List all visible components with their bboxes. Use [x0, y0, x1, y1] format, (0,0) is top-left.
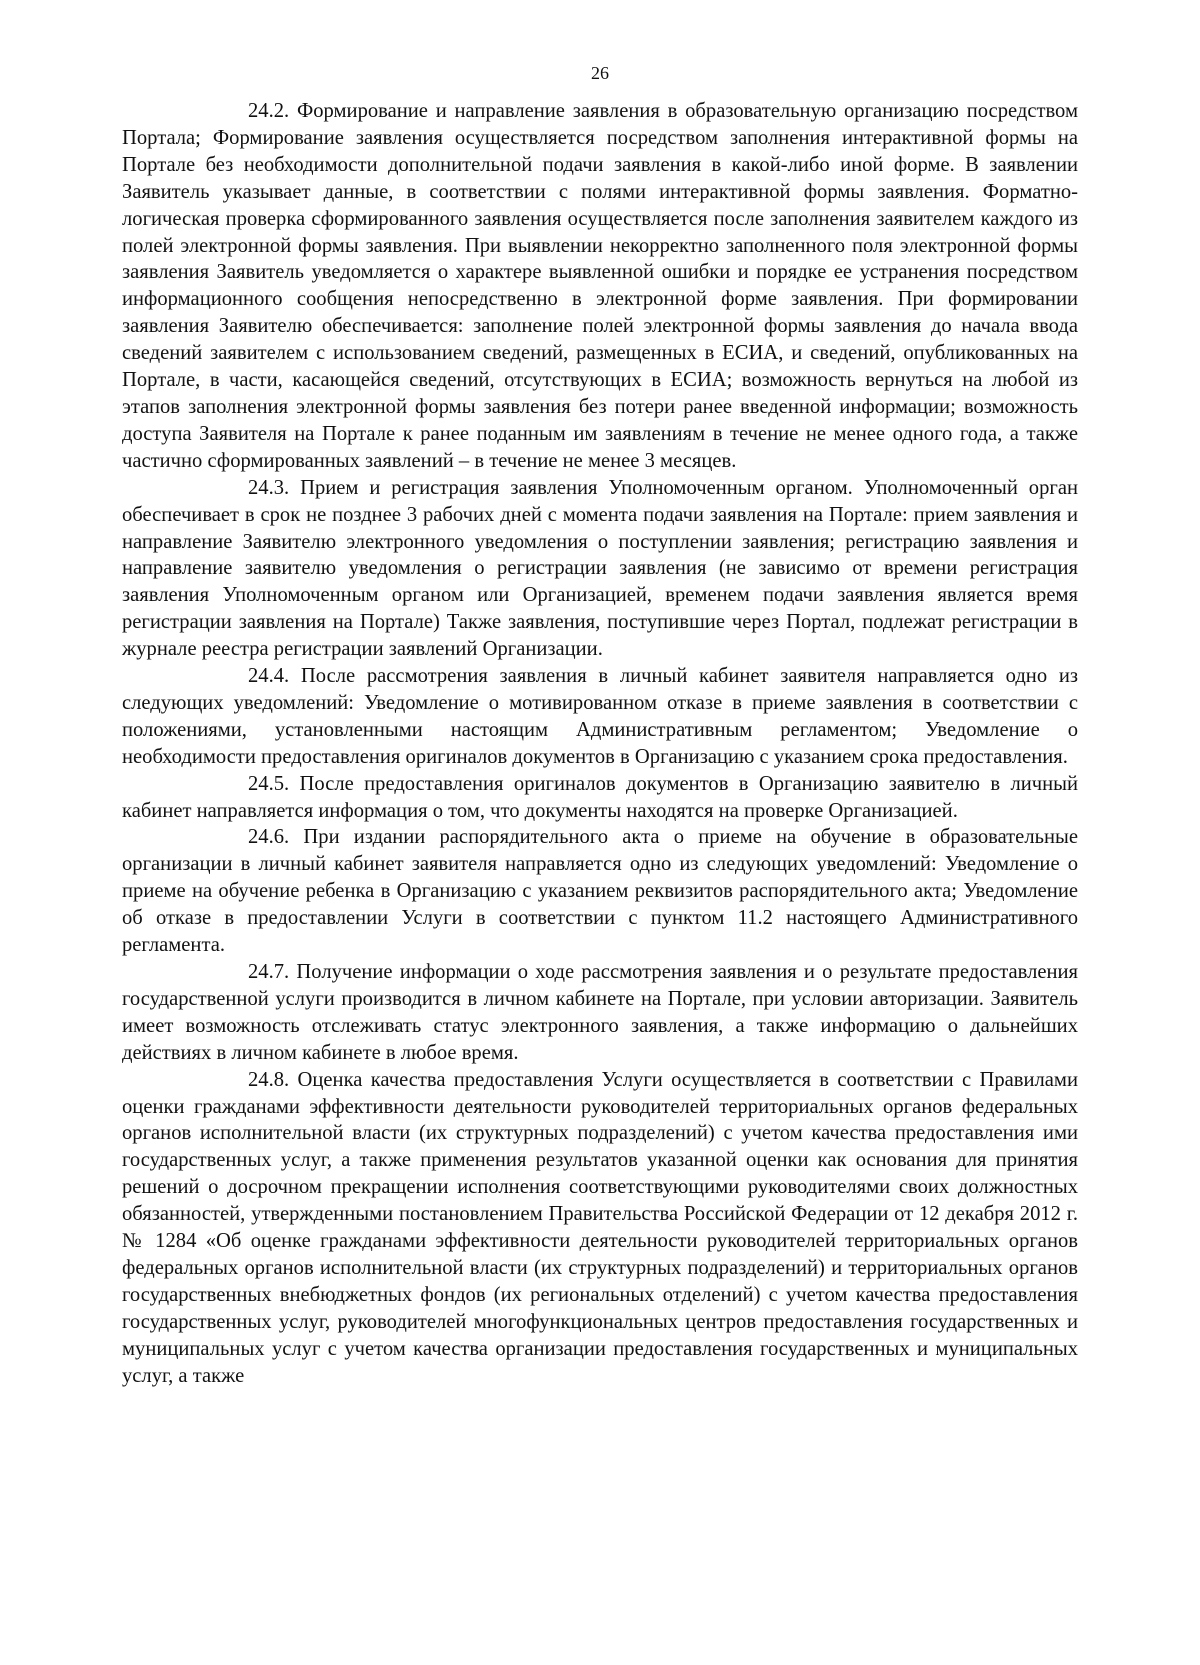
paragraph-24-7: 24.7. Получение информации о ходе рассмотрения заявления и о результате предоставления государственной услуги производится в личном кабинете на Портале, при условии авторизации. Заявитель имеет возможность отслеживать статус электронного заявления, а также информацию о дальнейших действиях в личном кабинете в любое время. [122, 961, 1078, 1064]
paragraph-24-3: 24.3. Прием и регистрация заявления Уполномоченным органом. Уполномоченный орган обеспечивает в срок не позднее 3 рабочих дней с момента подачи заявления на Портале: прием заявления и направление Заявителю электронного уведомления о поступлении заявления; регистрацию заявления и направление заявителю уведомления о регистрации заявления (не зависимо от времени регистрация заявления Уполномоченным органом или Организацией, временем подачи заявления является время регистрации заявления на Портале) Также заявления, поступившие через Портал, подлежат регистрации в журнале реестра регистрации заявлений Организации. [122, 476, 1078, 661]
paragraph-24-4: 24.4. После рассмотрения заявления в личный кабинет заявителя направляется одно из следующих уведомлений: Уведомление о мотивированном отказе в приеме заявления в соответствии с положениями, установленными настоящим Административным регламентом; Уведомление о необходимости предоставления оригиналов документов в Организацию с указанием срока предоставления. [122, 665, 1078, 768]
paragraph-24-2: 24.2. Формирование и направление заявления в образовательную организацию посредством Портала; Формирование заявления осуществляется посредством заполнения интерактивной формы на Портале без необходимости дополнительной подачи заявления в какой-либо иной форме. В заявлении Заявитель указывает данные, в соответствии с полями интерактивной формы заявления. Форматно-логическая проверка сформированного заявления осуществляется после заполнения заявителем каждого из полей электронной формы заявления. При выявлении некорректно заполненного поля электронной формы заявления Заявитель уведомляется о характере выявленной ошибки и порядке ее устранения посредством информационного сообщения непосредственно в электронной форме заявления. При формировании заявления Заявителю обеспечивается: заполнение полей электронной формы заявления до начала ввода сведений заявителем с использованием сведений, размещенных в ЕСИА, и сведений, опубликованных на Портале, в части, касающейся сведений, отсутствующих в ЕСИА; возможность вернуться на любой из этапов заполнения электронной формы заявления без потери ранее введенной информации; возможность доступа Заявителя на Портале к ранее поданным им заявлениям в течение не менее одного года, а также частично сформированных заявлений – в течение не менее 3 месяцев. [122, 100, 1078, 472]
page-number: 26 [591, 63, 609, 83]
paragraph-24-6: 24.6. При издании распорядительного акта о приеме на обучение в образовательные организации в личный кабинет заявителя направляется одно из следующих уведомлений: Уведомление о приеме на обучение ребенка в Организацию с указанием реквизитов распорядительного акта; Уведомление об отказе в предоставлении Услуги в соответствии с пунктом 11.2 настоящего Административного регламента. [122, 826, 1078, 957]
document-body [122, 98, 1078, 1390]
paragraph-24-8: 24.8. Оценка качества предоставления Услуги осуществляется в соответствии с Правилами оценки гражданами эффективности деятельности руководителей территориальных органов федеральных органов исполнительной власти (их структурных подразделений) с учетом качества предоставления ими государственных услуг, а также применения результатов указанной оценки как основания для принятия решений о досрочном прекращении исполнения соответствующими руководителями своих должностных обязанностей, утвержденными постановлением Правительства Российской Федерации от 12 декабря 2012 г. № 1284 «Об оценке гражданами эффективности деятельности руководителей территориальных органов федеральных органов исполнительной власти (их структурных подразделений) и территориальных органов государственных внебюджетных фондов (их региональных отделений) с учетом качества предоставления государственных услуг, руководителей многофункциональных центров предоставления государственных и муниципальных услуг с учетом качества организации предоставления государственных и муниципальных услуг, а также [122, 1068, 1078, 1387]
paragraph-24-5: 24.5. После предоставления оригиналов документов в Организацию заявителю в личный кабинет направляется информация о том, что документы находятся на проверке Организацией. [122, 772, 1078, 822]
